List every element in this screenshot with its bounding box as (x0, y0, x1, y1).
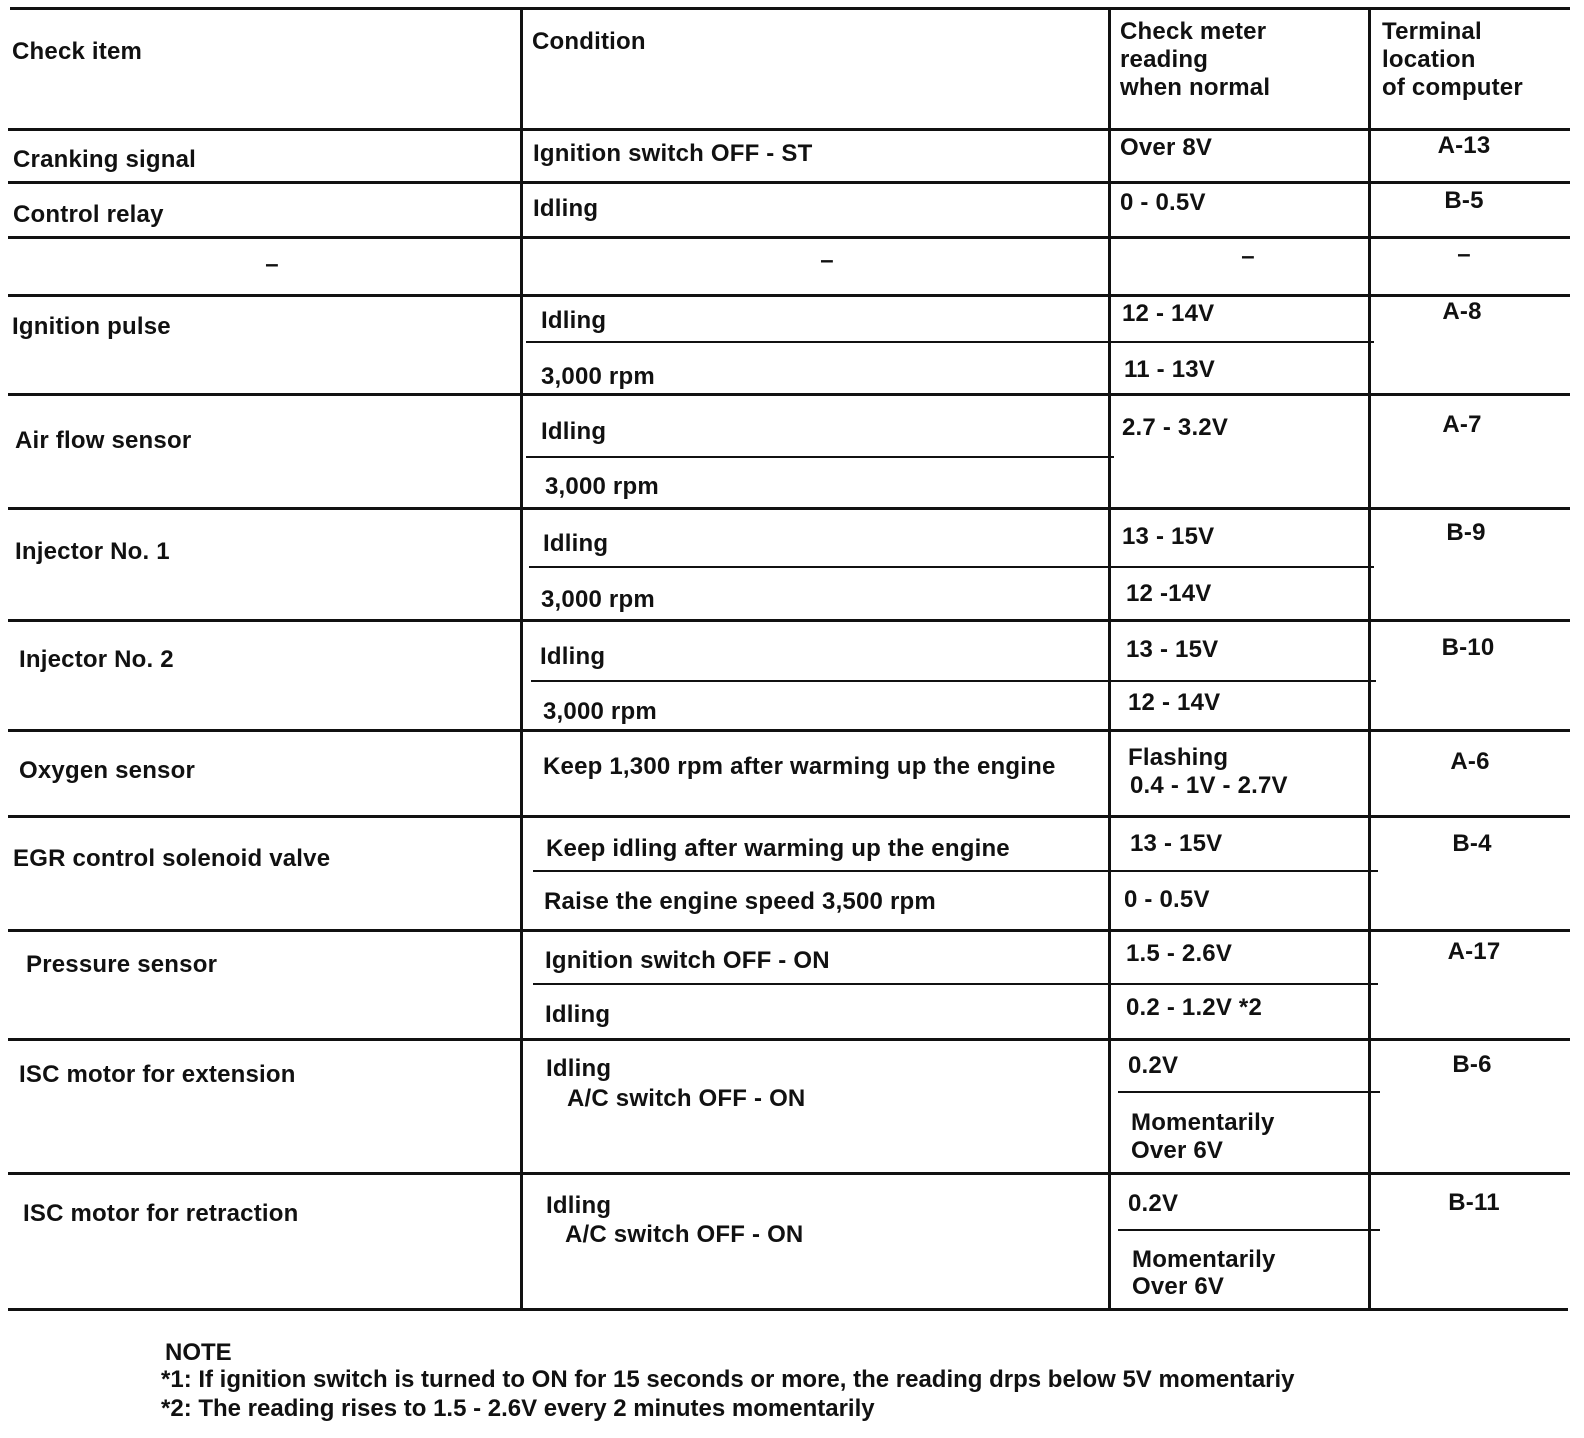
row-blank-terminal: – (1457, 241, 1471, 268)
rule-row-5 (8, 507, 1570, 510)
row-egr-item: EGR control solenoid valve (13, 845, 331, 872)
row-cranking-reading: Over 8V (1120, 134, 1213, 161)
row-pressure-reading-2: 0.2 - 1.2V *2 (1126, 994, 1263, 1021)
row-ignition-pulse-condition-1: Idling (541, 307, 607, 334)
row-injector-1-condition-2: 3,000 rpm (541, 586, 655, 613)
row-oxygen-reading-2: 0.4 - 1V - 2.7V (1130, 772, 1288, 799)
rule-row-2 (8, 236, 1570, 239)
row-air-flow-condition-2: 3,000 rpm (545, 473, 659, 500)
rule-header-bottom (8, 128, 1570, 131)
rule-sub-ignition (526, 341, 1374, 343)
row-isc-ret-reading-1: 0.2V (1128, 1190, 1179, 1217)
row-control-relay-condition: Idling (533, 195, 599, 222)
row-egr-reading-1: 13 - 15V (1130, 830, 1223, 857)
header-reading-line-2: reading (1120, 46, 1209, 73)
header-terminal-line-3: of computer (1382, 74, 1523, 101)
row-isc-ext-terminal: B-6 (1452, 1051, 1492, 1078)
row-oxygen-item: Oxygen sensor (19, 757, 196, 784)
rule-sub-injector2 (531, 680, 1376, 682)
col-divider-condition (520, 8, 523, 1310)
rule-row-3 (8, 294, 1570, 297)
row-injector-2-reading-1: 13 - 15V (1126, 636, 1219, 663)
row-isc-ret-reading-2: Momentarily (1132, 1246, 1276, 1273)
header-terminal-line-1: Terminal (1382, 18, 1482, 45)
header-reading-line-1: Check meter (1120, 18, 1267, 45)
row-isc-ret-condition-2: A/C switch OFF - ON (565, 1221, 804, 1248)
rule-sub-airflow (526, 456, 1114, 458)
row-pressure-condition-2: Idling (545, 1001, 611, 1028)
row-injector-2-item: Injector No. 2 (19, 646, 174, 673)
row-air-flow-item: Air flow sensor (15, 427, 192, 454)
note-line-2: *2: The reading rises to 1.5 - 2.6V every 2 minutes momentarily (161, 1395, 875, 1422)
row-pressure-terminal: A-17 (1447, 938, 1501, 965)
row-ignition-pulse-item: Ignition pulse (12, 313, 171, 340)
col-divider-reading (1108, 8, 1111, 1310)
row-blank-condition: – (820, 247, 834, 274)
rule-bottom (8, 1308, 1568, 1311)
row-injector-1-reading-2: 12 -14V (1126, 580, 1212, 607)
row-egr-condition-1: Keep idling after warming up the engine (546, 835, 1010, 862)
row-injector-2-condition-1: Idling (540, 643, 606, 670)
rule-sub-injector1 (529, 566, 1374, 568)
row-ignition-pulse-reading-1: 12 - 14V (1122, 300, 1215, 327)
row-pressure-condition-1: Ignition switch OFF - ON (545, 947, 830, 974)
rule-sub-isc-ext (1118, 1091, 1380, 1093)
row-ignition-pulse-terminal: A-8 (1442, 298, 1482, 325)
row-isc-ret-condition-1: Idling (546, 1192, 612, 1219)
row-egr-terminal: B-4 (1452, 830, 1492, 857)
row-air-flow-condition-1: Idling (541, 418, 607, 445)
row-isc-ext-condition-1: Idling (546, 1055, 612, 1082)
row-ignition-pulse-condition-2: 3,000 rpm (541, 363, 655, 390)
row-blank-item: – (265, 251, 279, 278)
note-line-1: *1: If ignition switch is turned to ON for 15 seconds or more, the reading drps below 5V momentariy (161, 1366, 1295, 1393)
row-injector-1-terminal: B-9 (1446, 519, 1486, 546)
row-isc-ext-condition-2: A/C switch OFF - ON (567, 1085, 806, 1112)
row-blank-reading: – (1241, 243, 1255, 270)
row-isc-ext-reading-1: 0.2V (1128, 1052, 1179, 1079)
rule-sub-isc-ret (1118, 1229, 1380, 1231)
row-egr-condition-2: Raise the engine speed 3,500 rpm (544, 888, 936, 915)
row-cranking-item: Cranking signal (13, 146, 197, 173)
row-pressure-item: Pressure sensor (26, 951, 218, 978)
row-oxygen-reading-1: Flashing (1128, 744, 1229, 771)
row-control-relay-terminal: B-5 (1444, 187, 1484, 214)
rule-row-8 (8, 815, 1570, 818)
header-condition: Condition (532, 28, 646, 55)
header-terminal-line-2: location (1382, 46, 1476, 73)
rule-top (10, 7, 1570, 10)
rule-row-4 (8, 393, 1570, 396)
col-divider-terminal (1368, 8, 1371, 1310)
rule-row-10 (8, 1038, 1570, 1041)
rule-row-7 (8, 729, 1570, 732)
row-injector-1-condition-1: Idling (543, 530, 609, 557)
rule-row-11 (8, 1172, 1570, 1175)
row-isc-ext-item: ISC motor for extension (19, 1061, 296, 1088)
row-control-relay-reading: 0 - 0.5V (1120, 189, 1206, 216)
row-injector-1-item: Injector No. 1 (15, 538, 170, 565)
row-oxygen-condition: Keep 1,300 rpm after warming up the engine (543, 753, 1056, 780)
rule-row-9 (8, 929, 1570, 932)
row-injector-2-terminal: B-10 (1441, 634, 1495, 661)
rule-row-6 (8, 619, 1570, 622)
row-air-flow-reading: 2.7 - 3.2V (1122, 414, 1229, 441)
header-check-item: Check item (12, 38, 143, 65)
row-ignition-pulse-reading-2: 11 - 13V (1124, 356, 1216, 383)
row-pressure-reading-1: 1.5 - 2.6V (1126, 940, 1233, 967)
row-isc-ret-reading-3: Over 6V (1132, 1273, 1225, 1300)
row-injector-1-reading-1: 13 - 15V (1122, 523, 1215, 550)
row-oxygen-terminal: A-6 (1450, 748, 1490, 775)
note-title: NOTE (165, 1339, 232, 1366)
row-isc-ret-terminal: B-11 (1448, 1189, 1500, 1216)
row-air-flow-terminal: A-7 (1442, 411, 1482, 438)
row-cranking-condition: Ignition switch OFF - ST (533, 140, 813, 167)
row-injector-2-condition-2: 3,000 rpm (543, 698, 657, 725)
row-isc-ext-reading-3: Over 6V (1131, 1137, 1224, 1164)
rule-sub-pressure (533, 983, 1378, 985)
rule-row-1 (8, 181, 1570, 184)
row-egr-reading-2: 0 - 0.5V (1124, 886, 1210, 913)
row-injector-2-reading-2: 12 - 14V (1128, 689, 1221, 716)
rule-sub-egr (533, 870, 1378, 872)
row-cranking-terminal: A-13 (1437, 132, 1491, 159)
row-isc-ret-item: ISC motor for retraction (23, 1200, 299, 1227)
row-control-relay-item: Control relay (13, 201, 164, 228)
row-isc-ext-reading-2: Momentarily (1131, 1109, 1275, 1136)
header-reading-line-3: when normal (1120, 74, 1271, 101)
